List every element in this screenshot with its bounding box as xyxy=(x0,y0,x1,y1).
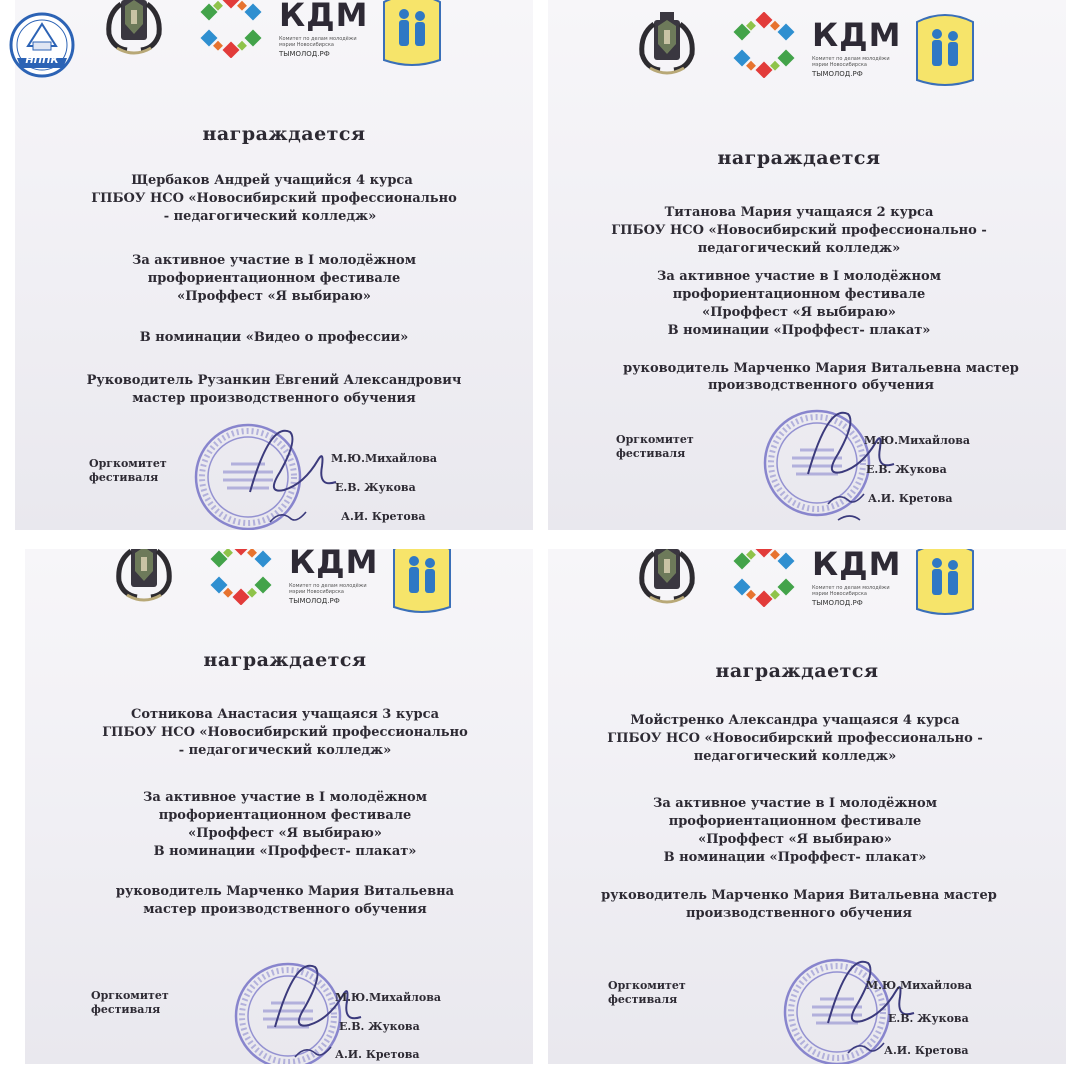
leader-line-1: руководитель Марченко Мария Витальевна мастер xyxy=(623,361,1019,376)
org-line-2: педагогический колледж» xyxy=(693,749,897,764)
org-line-2: - педагогический колледж» xyxy=(163,209,377,224)
reason-line-2: профориентационном фестивале xyxy=(672,287,926,302)
org-line-1: ГПБОУ НСО «Новосибирский профессионально - xyxy=(607,731,983,746)
signer-1: М.Ю.Михайлова xyxy=(866,979,973,992)
orgcommittee-line-1: Оргкомитет xyxy=(89,457,167,470)
signer-2: Е.В. Жукова xyxy=(888,1012,969,1025)
reason-line-3: «Проффест «Я выбираю» xyxy=(702,305,896,320)
orgcommittee-line-1: Оргкомитет xyxy=(616,433,694,446)
nomination: В номинации «Проффест- плакат» xyxy=(153,844,417,859)
kdm-name: КДМ xyxy=(289,549,379,581)
reason-line-1: За активное участие в I молодёжном xyxy=(652,796,938,811)
award-title: награждается xyxy=(717,147,881,169)
leader-line-2: мастер производственного обучения xyxy=(132,391,416,406)
reason-line-1: За активное участие в I молодёжном xyxy=(142,790,428,805)
orgcommittee-label xyxy=(91,989,169,1017)
kdm-name: КДМ xyxy=(812,16,902,54)
kdm-flower-icon xyxy=(205,549,277,605)
kdm-site: ТЫМОЛОД.РФ xyxy=(812,70,863,78)
city-emblem-icon xyxy=(103,0,165,58)
reason-line-3: «Проффест «Я выбираю» xyxy=(177,289,371,304)
nomination: В номинации «Видео о профессии» xyxy=(139,330,409,345)
year-logo-icon xyxy=(911,12,981,92)
orgcommittee-line-1: Оргкомитет xyxy=(91,989,169,1002)
reason-line-3: «Проффест «Я выбираю» xyxy=(188,826,382,841)
orgcommittee-label xyxy=(616,433,694,461)
kdm-site: ТЫМОЛОД.РФ xyxy=(289,597,340,605)
orgcommittee-line-2: фестиваля xyxy=(89,471,159,484)
signer-3: А.И. Кретова xyxy=(341,510,426,523)
org-line-1: ГПБОУ НСО «Новосибирский профессионально - xyxy=(611,223,987,238)
kdm-subtitle: Комитет по делам молодёжи мэрии Новосибирска xyxy=(279,36,357,48)
signer-3: А.И. Кретова xyxy=(868,492,953,505)
city-emblem-icon xyxy=(636,549,698,607)
signer-2: Е.В. Жукова xyxy=(335,481,416,494)
kdm-name: КДМ xyxy=(812,549,902,583)
recipient-name: Щербаков Андрей учащийся 4 курса xyxy=(131,173,413,188)
org-line-1: ГПБОУ НСО «Новосибирский профессионально xyxy=(91,191,457,206)
award-title: награждается xyxy=(203,649,367,671)
kdm-logo xyxy=(195,0,369,62)
kdm-subtitle: Комитет по делам молодёжи мэрии Новосибирска xyxy=(812,56,890,68)
city-emblem-icon xyxy=(113,549,175,605)
city-emblem-icon xyxy=(636,12,698,78)
org-line-2: - педагогический колледж» xyxy=(178,743,392,758)
leader-line-2: производственного обучения xyxy=(686,906,912,921)
orgcommittee-label xyxy=(608,979,686,1007)
year-logo-icon xyxy=(378,0,448,72)
year-logo-icon xyxy=(911,549,981,621)
org-line-2: педагогический колледж» xyxy=(697,241,901,256)
orgcommittee-line-2: фестиваля xyxy=(91,1003,161,1016)
kdm-logo xyxy=(728,12,902,82)
reason-line-1: За активное участие в I молодёжном xyxy=(656,269,942,284)
reason-line-2: профориентационном фестивале xyxy=(668,814,922,829)
kdm-subtitle: Комитет по делам молодёжи мэрии Новосибирска xyxy=(289,583,367,595)
org-line-1: ГПБОУ НСО «Новосибирский профессионально xyxy=(102,725,468,740)
college-logo-text: НППК xyxy=(25,55,59,66)
signature-icon xyxy=(240,412,350,530)
reason-line-1: За активное участие в I молодёжном xyxy=(131,253,417,268)
signer-3: А.И. Кретова xyxy=(884,1044,969,1057)
certificate-3 xyxy=(25,549,533,1064)
signer-2: Е.В. Жукова xyxy=(866,463,947,476)
recipient-name: Титанова Мария учащаяся 2 курса xyxy=(664,205,934,220)
recipient-name: Сотникова Анастасия учащаяся 3 курса xyxy=(131,707,439,722)
orgcommittee-label xyxy=(89,457,167,485)
kdm-site: ТЫМОЛОД.РФ xyxy=(279,50,330,58)
orgcommittee-line-2: фестиваля xyxy=(616,447,686,460)
signer-2: Е.В. Жукова xyxy=(339,1020,420,1033)
signer-3: А.И. Кретова xyxy=(335,1048,420,1061)
recipient-name: Мойстренко Александра учащаяся 4 курса xyxy=(630,713,960,728)
kdm-subtitle: Комитет по делам молодёжи мэрии Новосибирска xyxy=(812,585,890,597)
certificate-2 xyxy=(548,0,1066,530)
college-logo-icon xyxy=(9,12,75,78)
certificate-1 xyxy=(15,0,533,530)
nomination: В номинации «Проффест- плакат» xyxy=(663,850,927,865)
year-logo-icon xyxy=(388,549,458,619)
signer-1: М.Ю.Михайлова xyxy=(864,434,971,447)
kdm-logo xyxy=(205,549,379,609)
signer-1: М.Ю.Михайлова xyxy=(331,452,438,465)
reason-line-2: профориентационном фестивале xyxy=(158,808,412,823)
leader-line-1: руководитель Марченко Мария Витальевна мастер xyxy=(601,888,997,903)
leader-line-1: Руководитель Рузанкин Евгений Александрович xyxy=(86,373,462,388)
kdm-flower-icon xyxy=(728,12,800,78)
orgcommittee-line-2: фестиваля xyxy=(608,993,678,1006)
certificate-4 xyxy=(548,549,1066,1064)
nomination: В номинации «Проффест- плакат» xyxy=(667,323,931,338)
leader-line-2: мастер производственного обучения xyxy=(143,902,427,917)
kdm-site: ТЫМОЛОД.РФ xyxy=(812,599,863,607)
award-title: награждается xyxy=(715,660,879,682)
kdm-flower-icon xyxy=(195,0,267,58)
kdm-logo xyxy=(728,549,902,611)
reason-line-3: «Проффест «Я выбираю» xyxy=(698,832,892,847)
leader-line-1: руководитель Марченко Мария Витальевна xyxy=(115,884,455,899)
orgcommittee-line-1: Оргкомитет xyxy=(608,979,686,992)
leader-line-2: производственного обучения xyxy=(708,378,934,393)
kdm-name: КДМ xyxy=(279,0,369,34)
signer-1: М.Ю.Михайлова xyxy=(335,991,442,1004)
reason-line-2: профориентационном фестивале xyxy=(147,271,401,286)
award-title: награждается xyxy=(202,123,366,145)
signature-icon xyxy=(265,947,375,1064)
kdm-flower-icon xyxy=(728,549,800,607)
